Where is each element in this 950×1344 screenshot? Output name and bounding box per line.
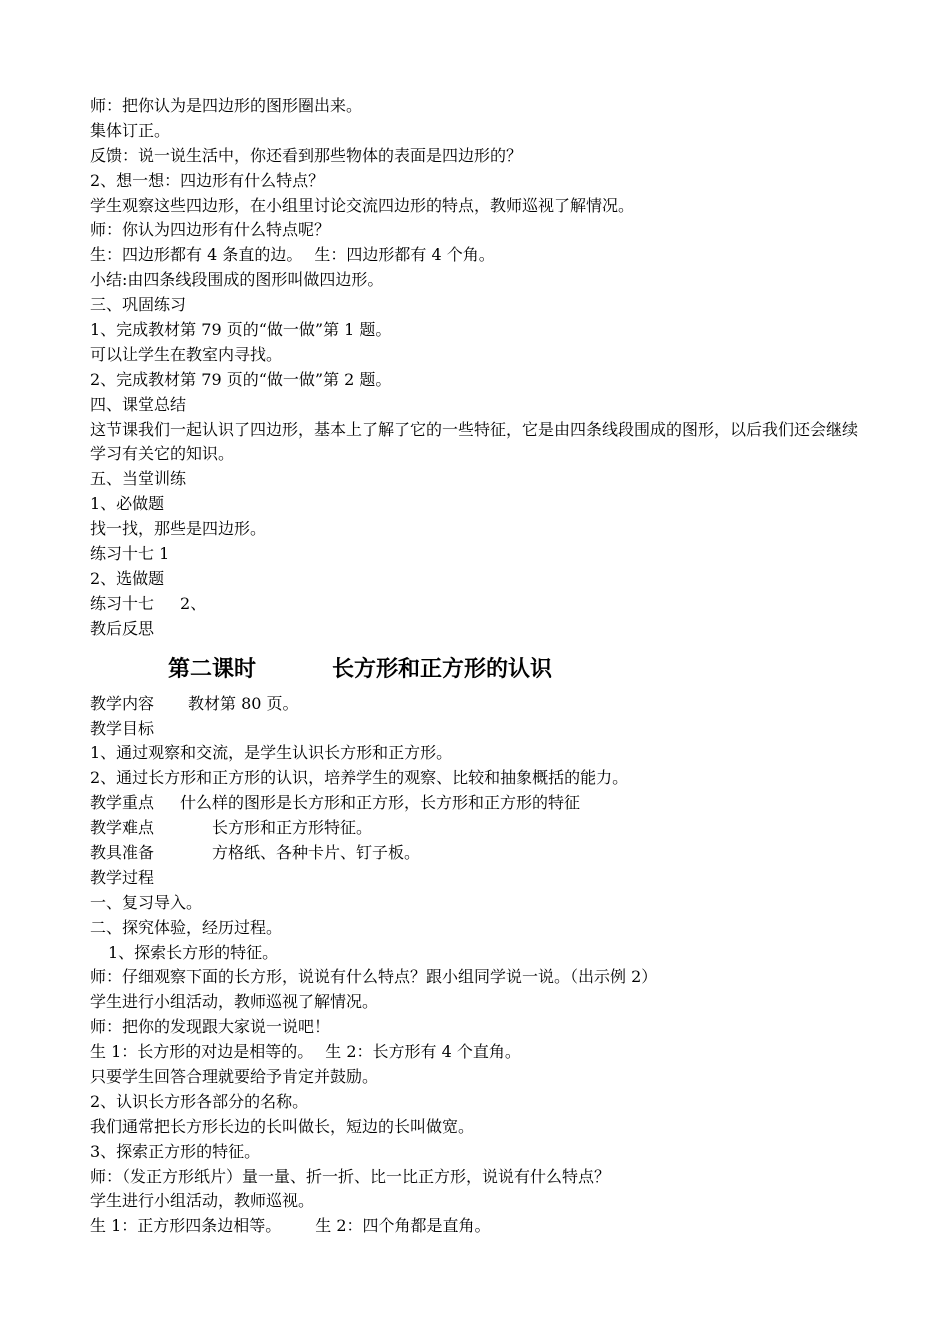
text-line: 学生观察这些四边形，在小组里讨论交流四边形的特点，教师巡视了解情况。 <box>90 195 635 215</box>
text-line: 师：仔细观察下面的长方形，说说有什么特点？跟小组同学说一说。（出示例 2） <box>90 967 658 987</box>
practice-line: 练习十七 2、 <box>90 593 207 613</box>
text-line: 我们通常把长方形长边的长叫做长，短边的长叫做宽。 <box>90 1116 475 1136</box>
text-line: 师：你认为四边形有什么特点呢？ <box>90 220 331 240</box>
text-line: 2、选做题 <box>90 568 165 588</box>
text-line: 1、必做题 <box>90 494 165 514</box>
text-line: 可以让学生在教室内寻找。 <box>90 344 283 364</box>
process-label: 教学过程 <box>90 867 155 887</box>
key-point-line: 教学重点 什么样的图形是长方形和正方形，长方形和正方形的特征 <box>90 793 581 813</box>
reflection-label: 教后反思 <box>90 618 155 638</box>
goal-item: 1、通过观察和交流，是学生认识长方形和正方形。 <box>90 743 453 763</box>
lesson-title: 第二课时 长方形和正方形的认识 <box>168 656 553 682</box>
goals-label: 教学目标 <box>90 718 155 738</box>
text-line: 师：（发正方形纸片）量一量、折一折、比一比正方形，说说有什么特点？ <box>90 1166 611 1186</box>
text-line: 学生进行小组活动，教师巡视了解情况。 <box>90 992 379 1012</box>
student-answers-line: 生 1：长方形的对边是相等的。 生 2：长方形有 4 个直角。 <box>90 1042 521 1062</box>
answer-b: 生：四边形都有 4 个角。 <box>314 245 495 265</box>
text-line: 3、探索正方形的特征。 <box>90 1141 261 1161</box>
content-line: 教学内容 教材第 80 页。 <box>90 693 299 713</box>
student-answers-line: 生 1：正方形四条边相等。 生 2：四个角都是直角。 <box>90 1216 491 1236</box>
text-line: 2、认识长方形各部分的名称。 <box>90 1091 309 1111</box>
answer-a: 生：四边形都有 4 条直的边。 <box>90 245 303 265</box>
goal-item: 2、通过长方形和正方形的认识，培养学生的观察、比较和抽象概括的能力。 <box>90 768 629 788</box>
text-line: 2、想一想：四边形有什么特点？ <box>90 170 325 190</box>
text-line: 一、复习导入。 <box>90 892 203 912</box>
text-line: 只要学生回答合理就要给予肯定并鼓励。 <box>90 1066 379 1086</box>
summary-paragraph: 这节课我们一起认识了四边形，基本上了解了它的一些特征，它是由四条线段围成的图形，以后我们还会继续学习有关它的知识。 <box>90 419 859 464</box>
text-line: 1、完成教材第 79 页的“做一做”第 1 题。 <box>90 320 392 340</box>
text-line: 师：把你的发现跟大家说一说吧！ <box>90 1017 331 1037</box>
text-line: 集体订正。 <box>90 120 171 140</box>
text-line: 练习十七 1 <box>90 544 170 564</box>
text-line: 2、完成教材第 79 页的“做一做”第 2 题。 <box>90 369 392 389</box>
text-line: 找一找，那些是四边形。 <box>90 519 267 539</box>
text-line: 小结:由四条线段围成的图形叫做四边形。 <box>90 270 384 290</box>
tools-line: 教具准备 方格纸、各种卡片、钉子板。 <box>90 842 421 862</box>
text-line: 师：把你认为是四边形的图形圈出来。 <box>90 96 363 115</box>
text-line: 学生进行小组活动，教师巡视。 <box>90 1191 315 1211</box>
text-line: 1、探索长方形的特征。 <box>108 942 279 962</box>
section-heading: 三、巩固练习 <box>90 295 187 315</box>
difficulty-line: 教学难点 长方形和正方形特征。 <box>90 818 373 838</box>
document-page <box>90 94 870 1239</box>
text-line: 二、探究体验，经历过程。 <box>90 917 283 937</box>
section-heading: 四、课堂总结 <box>90 394 187 414</box>
section-heading: 五、当堂训练 <box>90 469 187 489</box>
text-line: 反馈：说一说生活中，你还看到那些物体的表面是四边形的？ <box>90 145 523 165</box>
student-answers-line <box>90 243 870 268</box>
